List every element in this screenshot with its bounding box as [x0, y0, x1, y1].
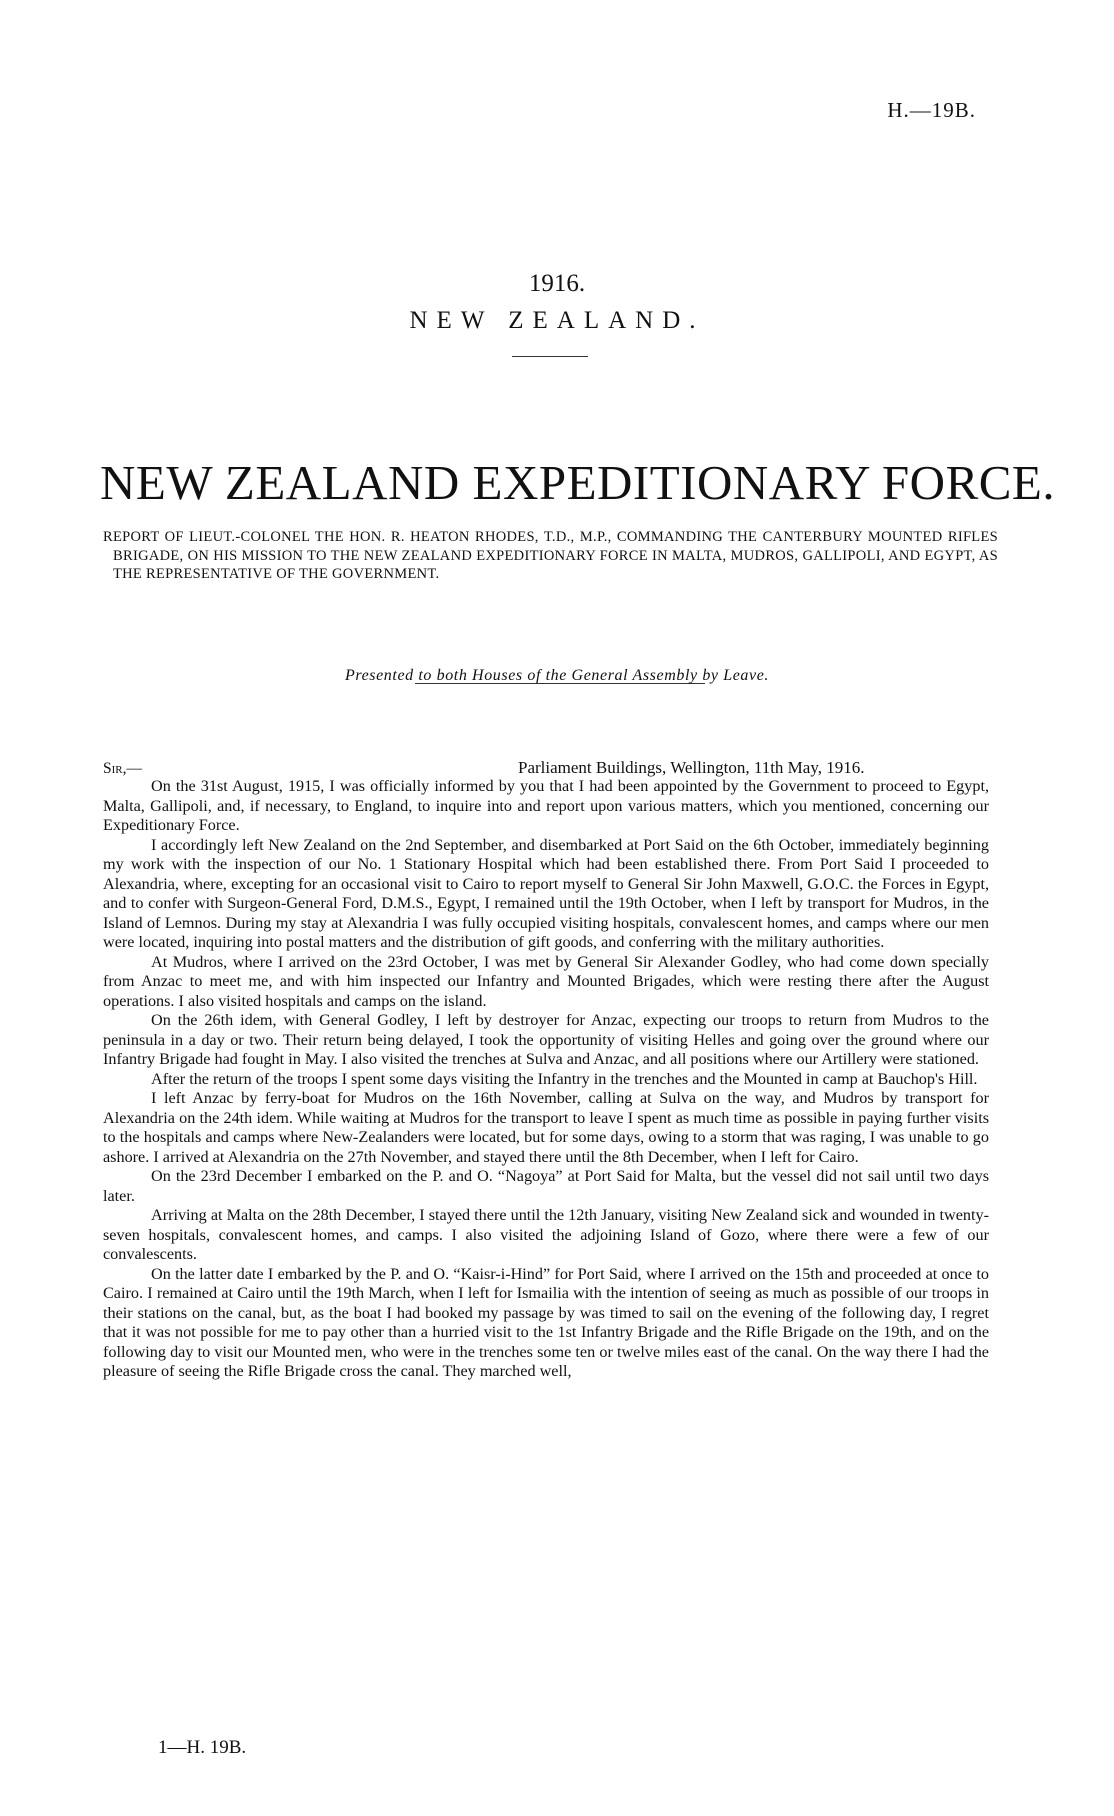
paragraph: On the 26th idem, with General Godley, I left by destroyer for Anzac, expecting our troops to return from Mudros to the peninsula in a day or two. Their return being delayed, I took the opportunity of visiting Helles and going over the ground where our Infantry Brigade had fought in May. I also visited the trenches at Sulva and Anzac, and all positions where our Artillery were stationed.	[103, 1011, 989, 1068]
document-year: 1916.	[528, 270, 586, 297]
document-country: NEW ZEALAND.	[409, 307, 705, 334]
divider-short	[512, 356, 588, 357]
paragraph: I left Anzac by ferry-boat for Mudros on the 16th November, calling at Sulva on the way, and Mudros by transport for Alexandria on the 24th idem. While waiting at Mudros for the transport to leave I spent as much time as possible in paying further visits to the hospitals and camps where New-Zealanders were located, but for some days, owing to a storm that was raging, I was unable to go ashore. I arrived at Alexandria on the 27th November, and stayed there until the 8th December, when I left for Cairo.	[103, 1089, 989, 1166]
report-subtitle: REPORT OF LIEUT.-COLONEL THE HON. R. HEATON RHODES, T.D., M.P., COMMANDING THE CANTERBURY MOUNTED RIFLES BRIGADE, ON HIS MISSION TO THE NEW ZEALAND EXPEDITIONARY FORCE IN MALTA, MUDROS, GALLIPOLI, AND EGYPT, AS THE REPRESENTATIVE OF THE GOVERNMENT.	[103, 529, 998, 582]
letter-body	[103, 777, 989, 1382]
paragraph: At Mudros, where I arrived on the 23rd October, I was met by General Sir Alexander Godley, who had come down specially from Anzac to meet me, and with him inspected our Infantry and Mounted Brigades, which were resting there after the August operations. I also visited hospitals and camps on the island.	[103, 952, 989, 1010]
paragraph: Arriving at Malta on the 28th December, I stayed there until the 12th January, visiting New Zealand sick and wounded in twenty-seven hospitals, convalescent homes, and camps. I also visited the adjoining Island of Gozo, where there were a few of our convalescents.	[103, 1206, 989, 1263]
footer-reference: 1—H. 19B.	[158, 1737, 247, 1758]
page-title: NEW ZEALAND EXPEDITIONARY FORCE.	[100, 455, 1056, 510]
presented-notice: Presented to both Houses of the General Assembly by Leave.	[344, 667, 770, 684]
paragraph: I accordingly left New Zealand on the 2nd September, and disembarked at Port Said on the 6th October, immediately beginning my work with the inspection of our No. 1 Stationary Hospital which had been established there. From Port Said I proceeded to Alexandria, where, excepting for an occasional visit to Cairo to report myself to General Sir John Maxwell, G.O.C. the Forces in Egypt, and to confer with Surgeon-General Ford, D.M.S., Egypt, I remained until the 19th October, when I left by transport for Mudros, in the Island of Lemnos. During my stay at Alexandria I was fully occupied visiting hospitals, convalescent homes, and camps where our men were located, inquiring into postal matters and the distribution of gift goods, and conferring with the military authorities.	[103, 835, 989, 951]
paragraph: On the latter date I embarked by the P. and O. “Kaisr-i-Hind” for Port Said, where I arrived on the 15th and proceeded at once to Cairo. I remained at Cairo until the 19th March, when I left for Ismailia with the intention of seeing as much as possible of our troops in their stations on the canal, but, as the boat I had booked my passage by was timed to sail on the evening of the following day, I regret that it was not possible for me to pay other than a hurried visit to the 1st Infantry Brigade and the Rifle Brigade on the 19th, and on the following day to visit our Mounted men, who were in the trenches some ten or twelve miles east of the canal. On the way there I had the pleasure of seeing the Rifle Brigade cross the canal. They marched well,	[103, 1264, 989, 1380]
paragraph: On the 31st August, 1915, I was officially informed by you that I had been appointed by the Government to proceed to Egypt, Malta, Gallipoli, and, if necessary, to England, to inquire into and report upon various matters, which you mentioned, concerning our Expeditionary Force.	[103, 777, 989, 834]
letter-salutation: Sir,—	[103, 760, 142, 777]
paragraph: After the return of the troops I spent some days visiting the Infantry in the trenches and the Mounted in camp at Bauchop's Hill.	[151, 1069, 978, 1088]
letter-dateline: Parliament Buildings, Wellington, 11th May, 1916.	[518, 758, 865, 777]
document-reference: H.—19B.	[887, 98, 976, 122]
paragraph: On the 23rd December I embarked on the P. and O. “Nagoya” at Port Said for Malta, but the vessel did not sail until two days later.	[103, 1167, 989, 1205]
